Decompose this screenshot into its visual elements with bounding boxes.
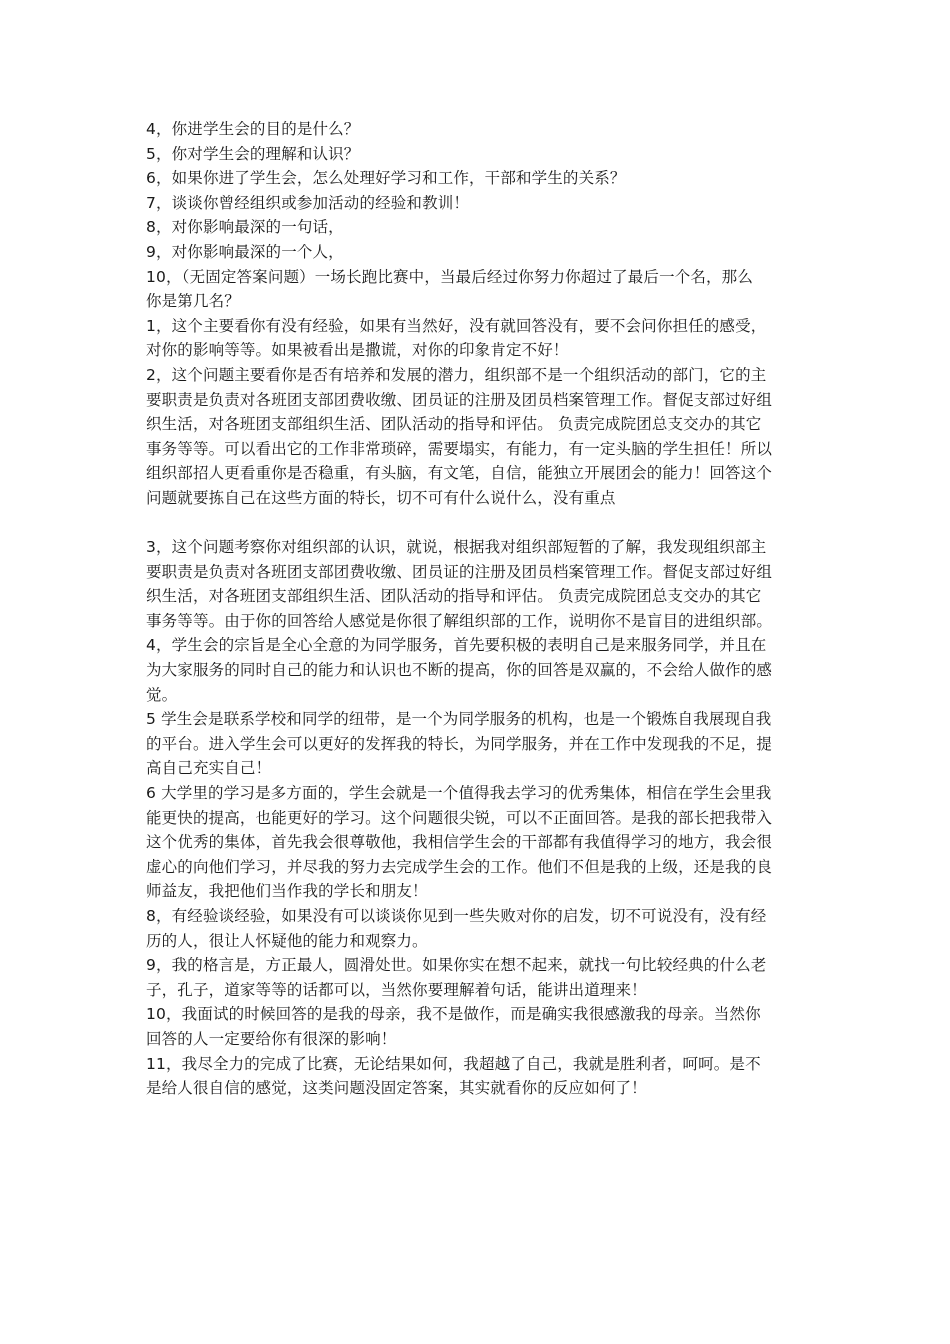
text-line: 问题就要拣自己在这些方面的特长，切不可有什么说什么，没有重点 xyxy=(146,488,616,507)
text-line: 7，谈谈你曾经组织或参加活动的经验和教训！ xyxy=(146,193,470,212)
text-line: 能更快的提高，也能更好的学习。这个问题很尖锐，可以不正面回答。是我的部长把我带入 xyxy=(146,808,773,827)
text-line: 10，我面试的时候回答的是我的母亲，我不是做作，而是确实我很感激我的母亲。当然你 xyxy=(146,1005,761,1024)
text-line: 的平台。进入学生会可以更好的发挥我的特长，为同学服务，并在工作中发现我的不足，提 xyxy=(146,734,773,753)
text-line: 9，我的格言是，方正最人，圆滑处世。如果你实在想不起来，就找一句比较经典的什么老 xyxy=(146,956,767,975)
text-line: 9，对你影响最深的一个人， xyxy=(146,242,344,261)
text-line: 3，这个问题考察你对组织部的认识，就说，根据我对组织部短暂的了解，我发现组织部主 xyxy=(146,538,767,557)
text-line: 要职责是负责对各班团支部团费收缴、团员证的注册及团员档案管理工作。督促支部过好组 xyxy=(146,390,773,409)
text-line: 事务等等。由于你的回答给人感觉是你很了解组织部的工作，说明你不是盲目的进组织部。 xyxy=(146,611,773,630)
text-line: 6，如果你进了学生会，怎么处理好学习和工作，干部和学生的关系？ xyxy=(146,169,626,188)
text-line: 要职责是负责对各班团支部团费收缴、团员证的注册及团员档案管理工作。督促支部过好组 xyxy=(146,562,773,581)
text-line: 织生活，对各班团支部组织生活、团队活动的指导和评估。 负责完成院团总支交办的其它 xyxy=(146,587,762,606)
text-line: 师益友，我把他们当作我的学长和朋友！ xyxy=(146,882,428,901)
text-line: 历的人，很让人怀疑他的能力和观察力。 xyxy=(146,931,428,950)
text-line: 8，有经验谈经验，如果没有可以谈谈你见到一些失败对你的启发，切不可说没有，没有经 xyxy=(146,907,767,925)
text-line: 组织部招人更看重你是否稳重，有头脑，有文笔，自信，能独立开展团会的能力！回答这个 xyxy=(146,464,773,483)
text-line: 虚心的向他们学习，并尽我的努力去完成学生会的工作。他们不但是我的上级，还是我的良 xyxy=(146,857,773,876)
text-line: 这个优秀的集体，首先我会很尊敬他，我相信学生会的干部都有我值得学习的地方，我会很 xyxy=(146,833,773,852)
text-line: 11，我尽全力的完成了比赛，无论结果如何，我超越了自己，我就是胜利者，呵呵。是不 xyxy=(146,1054,761,1073)
text-line: 2，这个问题主要看你是否有培养和发展的潜力，组织部不是一个组织活动的部门，它的主 xyxy=(146,365,767,384)
text-line: 为大家服务的同时自己的能力和认识也不断的提高，你的回答是双赢的，不会给人做作的感 xyxy=(146,661,773,680)
text-line: 6 大学里的学习是多方面的，学生会就是一个值得我去学习的优秀集体，相信在学生会里我 xyxy=(146,784,772,803)
text-line: 10，（无固定答案问题）一场长跑比赛中，当最后经过你努力你超过了最后一个名，那么 xyxy=(146,267,753,286)
text-line: 事务等等。可以看出它的工作非常琐碎，需要塌实，有能力，有一定头脑的学生担任！所以 xyxy=(146,439,773,458)
text-line: 8，对你影响最深的一句话， xyxy=(146,218,344,237)
text-line: 高自己充实自己！ xyxy=(146,759,272,778)
text-line: 觉。 xyxy=(146,685,178,704)
text-line: 织生活，对各班团支部组织生活、团队活动的指导和评估。 负责完成院团总支交办的其它 xyxy=(146,415,762,434)
text-line: 4，学生会的宗旨是全心全意的为同学服务，首先要积极的表明自己是来服务同学，并且在 xyxy=(146,636,767,655)
blank-line xyxy=(146,511,814,536)
document-body xyxy=(146,117,814,1101)
text-line: 5，你对学生会的理解和认识？ xyxy=(146,144,360,163)
text-line: 子，孔子，道家等等的话都可以，当然你要理解着句话，能讲出道理来！ xyxy=(146,980,647,999)
text-line: 1，这个主要看你有没有经验，如果有当然好，没有就回答没有，要不会问你担任的感受， xyxy=(146,316,767,335)
text-line: 4，你进学生会的目的是什么？ xyxy=(146,120,360,138)
text-line: 回答的人一定要给你有很深的影响！ xyxy=(146,1029,397,1048)
text-line: 5 学生会是联系学校和同学的纽带，是一个为同学服务的机构，也是一个锻炼自我展现自我 xyxy=(146,710,772,729)
text-line: 你是第几名？ xyxy=(146,292,240,311)
text-line: 是给人很自信的感觉，这类问题没固定答案，其实就看你的反应如何了！ xyxy=(146,1079,647,1098)
text-line: 对你的影响等等。如果被看出是撒谎，对你的印象肯定不好！ xyxy=(146,341,569,360)
